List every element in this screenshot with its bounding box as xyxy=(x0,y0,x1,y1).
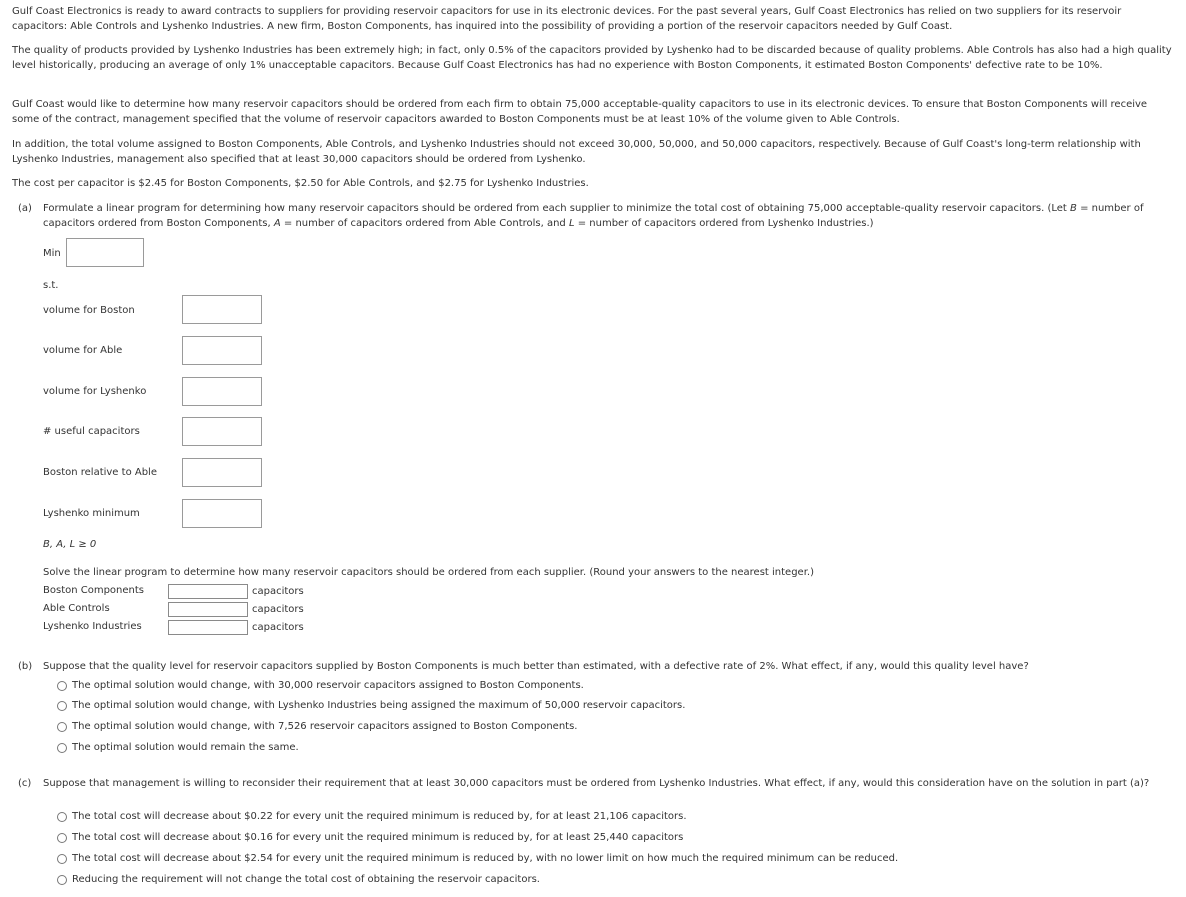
part-b-option-1-label[interactable]: The optimal solution would change, with 30,000 reservoir capacitors assigned to Boston Components. xyxy=(72,680,584,691)
constraint-label-useful: # useful capacitors xyxy=(43,426,140,437)
constraint-input-boston[interactable] xyxy=(182,295,262,324)
part-b-option-2-radio[interactable] xyxy=(57,701,67,711)
part-c-option-4-label[interactable]: Reducing the requirement will not change the total cost of obtaining the reservoir capacitors. xyxy=(72,874,540,885)
part-c-letter: (c) xyxy=(18,778,32,789)
intro-paragraph-5: The cost per capacitor is $2.45 for Boston Components, $2.50 for Able Controls, and $2.75 for Lyshenko Industries. xyxy=(12,178,589,189)
st-label: s.t. xyxy=(43,280,59,291)
answer-unit-boston: capacitors xyxy=(252,586,304,597)
constraint-label-boston-relative: Boston relative to Able xyxy=(43,467,157,478)
part-c-option-3-radio[interactable] xyxy=(57,854,67,864)
constraint-input-useful[interactable] xyxy=(182,417,262,446)
part-a-question xyxy=(43,201,1163,231)
constraint-label-lyshenko-min: Lyshenko minimum xyxy=(43,508,140,519)
constraint-input-lyshenko[interactable] xyxy=(182,377,262,406)
part-a-question-a: = number of capacitors ordered from Able Controls, and xyxy=(280,218,569,229)
part-b-option-3-radio[interactable] xyxy=(57,722,67,732)
constraint-label-lyshenko: volume for Lyshenko xyxy=(43,386,147,397)
part-b-letter: (b) xyxy=(18,661,33,672)
part-c-option-2-label[interactable]: The total cost will decrease about $0.16 for every unit the required minimum is reduced by, for at least 25,440 capacitors xyxy=(72,832,684,843)
intro-paragraph-3: Gulf Coast would like to determine how many reservoir capacitors should be ordered from each firm to obtain 75,000 acceptable-quality capacitors to use in its electronic devices. To ensure that Boston Components will receive some of the contract, management specified that the volume of reservoir capacitors awarded to Boston Components must be at least 10% of the volume given to Able Controls. xyxy=(12,99,1148,125)
part-b-option-3-label[interactable]: The optimal solution would change, with 7,526 reservoir capacitors assigned to Boston Components. xyxy=(72,721,578,732)
part-b-option-4-label[interactable]: The optimal solution would remain the same. xyxy=(72,742,299,753)
part-a-question-l: = number of capacitors ordered from Lyshenko Industries.) xyxy=(574,218,874,229)
part-b-option-4-radio[interactable] xyxy=(57,743,67,753)
part-b-question: Suppose that the quality level for reservoir capacitors supplied by Boston Components is much better than estimated, with a defective rate of 2%. What effect, if any, would this quality level have? xyxy=(43,661,1029,672)
part-a-question-b: = number of capacitors ordered from Boston Components, xyxy=(43,203,1144,229)
answer-label-boston: Boston Components xyxy=(43,585,145,596)
part-c-option-2-radio[interactable] xyxy=(57,833,67,843)
answer-input-able[interactable] xyxy=(168,602,248,617)
solve-instruction: Solve the linear program to determine how many reservoir capacitors should be ordered from each supplier. (Round your answers to the nearest integer.) xyxy=(43,567,814,578)
var-b: B xyxy=(1070,203,1077,214)
answer-unit-able: capacitors xyxy=(252,604,304,615)
answer-label-able: Able Controls xyxy=(43,603,110,614)
answer-unit-lyshenko: capacitors xyxy=(252,622,304,633)
part-b-option-1-radio[interactable] xyxy=(57,681,67,691)
part-b-option-2-label[interactable]: The optimal solution would change, with Lyshenko Industries being assigned the maximum of 50,000 reservoir capacitors. xyxy=(72,700,686,711)
nonnegativity: B, A, L ≥ 0 xyxy=(43,539,97,550)
constraint-input-boston-relative[interactable] xyxy=(182,458,262,487)
answer-input-boston[interactable] xyxy=(168,584,248,599)
constraint-label-able: volume for Able xyxy=(43,345,123,356)
part-a-question-pre: Formulate a linear program for determining how many reservoir capacitors should be ordered from each supplier to minimize the total cost of obtaining 75,000 acceptable-quality reservoir capacitors. (Let xyxy=(43,203,1071,214)
answer-input-lyshenko[interactable] xyxy=(168,620,248,635)
constraint-input-able[interactable] xyxy=(182,336,262,365)
constraint-input-lyshenko-min[interactable] xyxy=(182,499,262,528)
var-l: L xyxy=(568,218,575,229)
var-a: A xyxy=(273,218,281,229)
part-c-question: Suppose that management is willing to reconsider their requirement that at least 30,000 capacitors must be ordered from Lyshenko Industries. What effect, if any, would this consideration have on the solution in part (a)? xyxy=(43,778,1150,789)
objective-input[interactable] xyxy=(66,238,144,267)
intro-paragraph-2: The quality of products provided by Lyshenko Industries has been extremely high; in fact, only 0.5% of the capacitors provided by Lyshenko had to be discarded because of quality problems. Able Controls has also had a high quality level historically, producing an average of only 1% unacceptable capacitors. Because Gulf Coast Electronics has had no experience with Boston Components, it estimated Boston Components' defective rate to be 10%. xyxy=(12,45,1172,71)
part-c-option-4-radio[interactable] xyxy=(57,875,67,885)
intro-paragraph-4: In addition, the total volume assigned to Boston Components, Able Controls, and Lyshenko Industries should not exceed 30,000, 50,000, and 50,000 capacitors, respectively. Because of Gulf Coast's long-term relationship with Lyshenko Industries, management also specified that at least 30,000 capacitors should be ordered from Lyshenko. xyxy=(12,139,1141,165)
min-label: Min xyxy=(43,248,61,259)
intro-paragraph-1: Gulf Coast Electronics is ready to award contracts to suppliers for providing reservoir capacitors for use in its electronic devices. For the past several years, Gulf Coast Electronics has relied on two suppliers for its reservoir capacitors: Able Controls and Lyshenko Industries. A new firm, Boston Components, has inquired into the possibility of providing a portion of the reservoir capacitors needed by Gulf Coast. xyxy=(12,6,1122,32)
answer-label-lyshenko: Lyshenko Industries xyxy=(43,621,142,632)
part-c-option-3-label[interactable]: The total cost will decrease about $2.54 for every unit the required minimum is reduced by, with no lower limit on how much the required minimum can be reduced. xyxy=(72,853,899,864)
constraint-label-boston: volume for Boston xyxy=(43,305,135,316)
part-a-letter: (a) xyxy=(18,203,32,214)
part-c-option-1-radio[interactable] xyxy=(57,812,67,822)
part-c-option-1-label[interactable]: The total cost will decrease about $0.22 for every unit the required minimum is reduced by, for at least 21,106 capacitors. xyxy=(72,811,687,822)
